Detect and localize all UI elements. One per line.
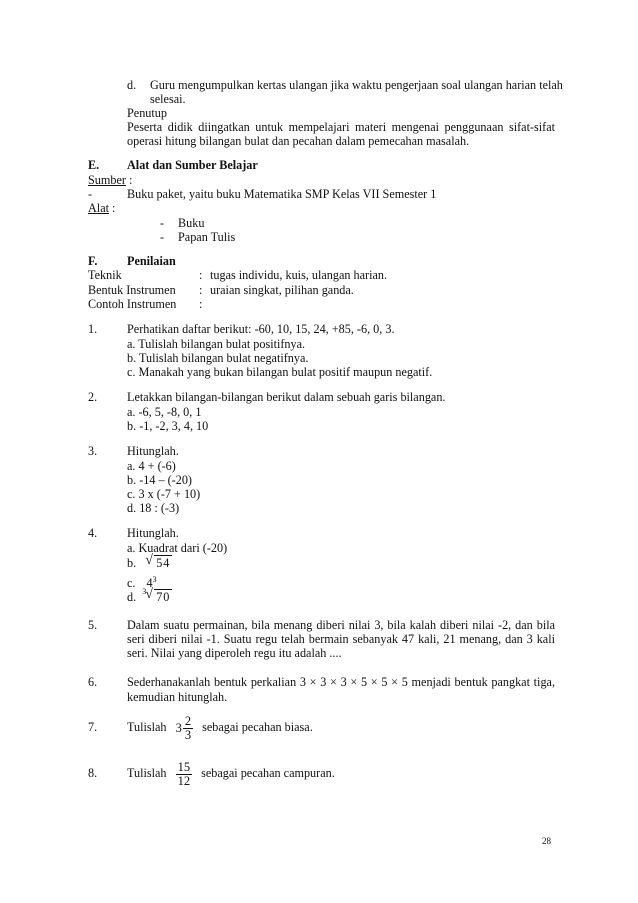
q7-after: sebagai pecahan biasa.	[202, 720, 313, 734]
q1-a: a. Tulislah bilangan bulat positifnya.	[127, 337, 306, 351]
item-d-line2: selesai.	[150, 92, 186, 106]
q4-b-radicand: 54	[156, 556, 171, 570]
q3-a: a. 4 + (-6)	[127, 459, 176, 473]
sumber-label: Sumber	[88, 173, 126, 187]
contoh-label: Contoh Instrumen	[88, 297, 177, 311]
q8-numerator: 15	[177, 759, 191, 774]
sumber-row	[88, 173, 132, 187]
alat-item-2: Papan Tulis	[178, 230, 236, 244]
item-d-label: d.	[127, 78, 137, 92]
q8-row	[127, 754, 335, 792]
alat-dash-2: -	[160, 230, 165, 244]
contoh-colon: :	[199, 297, 203, 311]
q5-text: Dalam suatu permainan, bila menang diberi nilai 3, bila kalah diberi nilai -2, dan bila seri diberi nilai -1. Suatu regu telah bermain sebanyak 47 kali, 21 menang, dan 3 kali seri. Nilai yang diperoleh regu itu adalah ....	[127, 618, 555, 660]
q4-d-cuberoot	[142, 587, 172, 604]
section-e-label: E.	[88, 158, 100, 172]
q7-denominator: 3	[184, 727, 192, 742]
q4-c-base: 4	[146, 576, 153, 591]
penutup-heading: Penutup	[127, 106, 167, 120]
sumber-item-dash: -	[88, 187, 93, 201]
alat-row	[88, 201, 115, 215]
q2-a: a. -6, 5, -8, 0, 1	[127, 405, 202, 419]
sumber-colon: :	[125, 173, 133, 187]
item-d-line1: Guru mengumpulkan kertas ulangan jika waktu pengerjaan soal ulangan harian telah	[150, 78, 563, 92]
q4-d-label: d.	[127, 590, 137, 604]
q7-fraction	[183, 715, 193, 742]
q6-line2: kemudian hitunglah.	[127, 690, 228, 704]
q4-c-exponent: 3	[152, 575, 157, 584]
q4-b-row	[127, 553, 172, 570]
page-number: 28	[542, 836, 551, 846]
q4-a: a. Kuadrat dari (-20)	[127, 541, 228, 555]
teknik-value: tugas individu, kuis, ulangan harian.	[210, 268, 388, 282]
q7-before: Tulislah	[127, 720, 167, 734]
section-e-title: Alat dan Sumber Belajar	[127, 158, 258, 172]
q6-line1: Sederhanakanlah bentuk perkalian 3 × 3 × 3 × 5 × 5 × 5 menjadi bentuk pangkat tiga,	[127, 675, 555, 689]
bentuk-label: Bentuk Instrumen	[88, 283, 176, 297]
q2-number: 2.	[88, 390, 98, 404]
q7-numerator: 2	[184, 713, 192, 728]
sqrt-sign: √	[145, 553, 153, 568]
sqrt-sign: √	[145, 587, 153, 602]
q3-text: Hitunglah.	[127, 444, 179, 458]
q4-number: 4.	[88, 526, 98, 540]
q1-number: 1.	[88, 322, 98, 336]
q7-whole: 3	[175, 721, 182, 736]
bentuk-colon: :	[199, 283, 203, 297]
q7-number: 7.	[88, 720, 98, 734]
q6-number: 6.	[88, 675, 98, 689]
q1-b: b. Tulislah bilangan bulat negatifnya.	[127, 351, 309, 365]
section-f-label: F.	[88, 254, 98, 268]
alat-colon: :	[108, 201, 116, 215]
q3-d: d. 18 : (-3)	[127, 501, 180, 515]
q8-after: sebagai pecahan campuran.	[201, 766, 335, 780]
alat-dash-1: -	[160, 216, 165, 230]
section-f-title: Penilaian	[127, 254, 176, 268]
q4-text: Hitunglah.	[127, 526, 179, 540]
alat-item-1: Buku	[178, 216, 205, 230]
q4-b-label: b.	[127, 556, 137, 570]
q2-b: b. -1, -2, 3, 4, 10	[127, 419, 209, 433]
q1-c: c. Manakah yang bukan bilangan bulat positif maupun negatif.	[127, 365, 433, 379]
q4-d-root-index: 3	[142, 587, 147, 596]
bentuk-value: uraian singkat, pilihan ganda.	[210, 283, 354, 297]
q7-row	[127, 708, 313, 747]
q4-d-row	[127, 587, 172, 604]
q8-number: 8.	[88, 766, 98, 780]
q8-before: Tulislah	[127, 766, 167, 780]
teknik-colon: :	[199, 268, 203, 282]
q8-denominator: 12	[177, 773, 191, 788]
penutup-text: Peserta didik diingatkan untuk mempelajari materi mengenai penggunaan sifat-sifat operasi hitung bilangan bulat dan pecahan dalam pemecahan masalah.	[127, 120, 555, 148]
q3-b: b. -14 – (-20)	[127, 473, 192, 487]
q4-c-label: c.	[127, 576, 136, 591]
sumber-item: Buku paket, yaitu buku Matematika SMP Kelas VII Semester 1	[127, 187, 437, 201]
alat-label: Alat	[88, 201, 109, 215]
teknik-label: Teknik	[88, 268, 122, 282]
q3-c: c. 3 x (-7 + 10)	[127, 487, 201, 501]
q1-text: Perhatikan daftar berikut: -60, 10, 15, 24, +85, -6, 0, 3.	[127, 322, 395, 336]
q5-number: 5.	[88, 618, 98, 632]
q3-number: 3.	[88, 444, 98, 458]
q4-b-sqrt	[145, 553, 172, 570]
q4-d-radicand: 70	[156, 590, 171, 604]
q8-fraction	[176, 761, 193, 788]
q2-text: Letakkan bilangan-bilangan berikut dalam sebuah garis bilangan.	[127, 390, 446, 404]
